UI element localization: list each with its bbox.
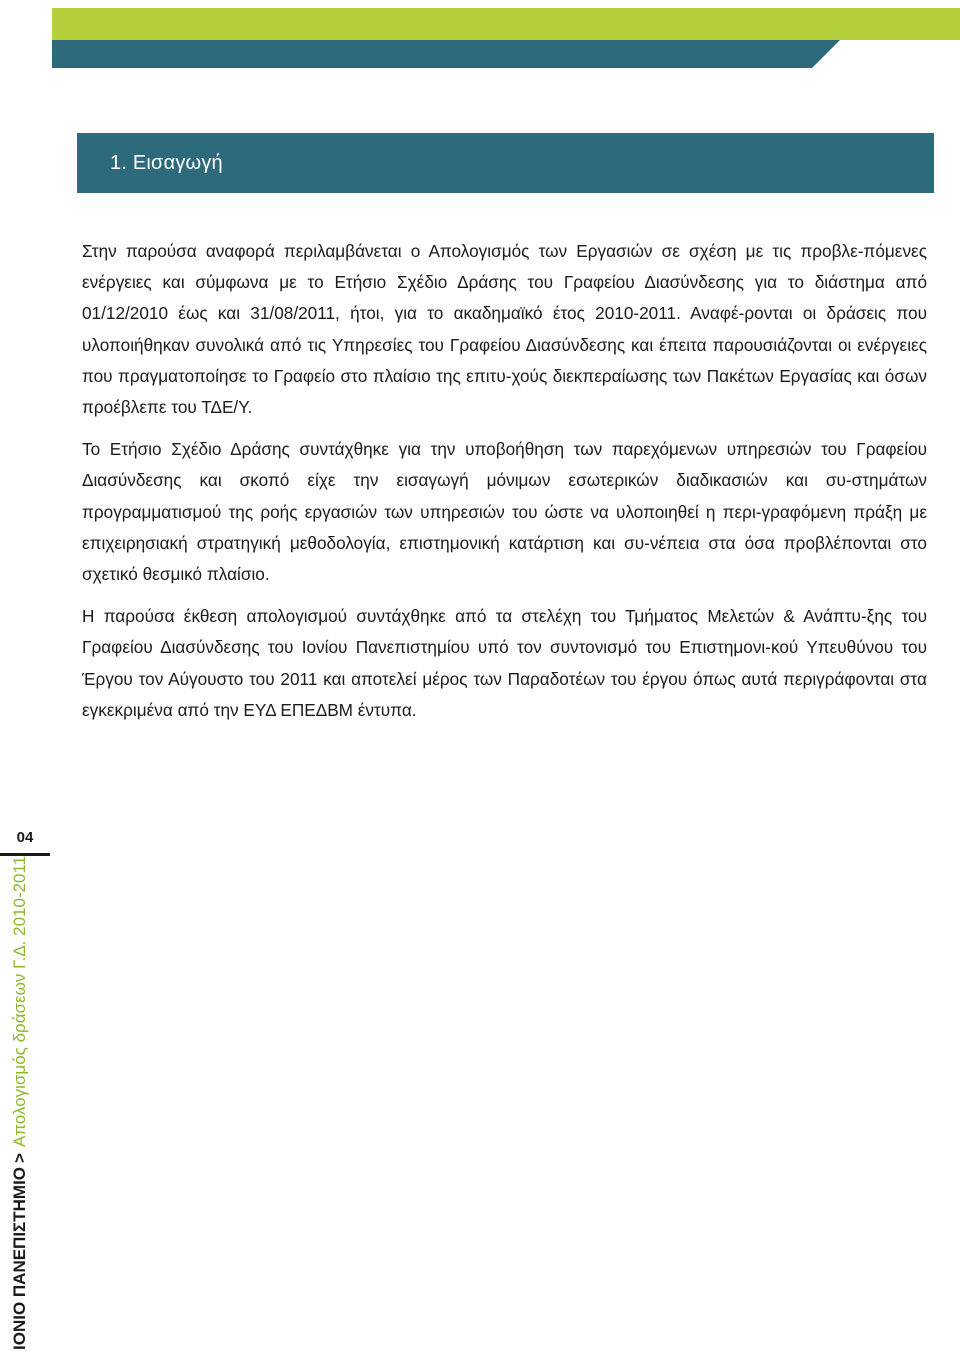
body-content (82, 236, 927, 737)
section-title: 1. Εισαγωγή (110, 151, 223, 174)
vertical-sidebar-label (10, 856, 30, 1350)
header-banner (52, 8, 960, 68)
paragraph-report-authors: Η παρούσα έκθεση απολογισμού συντάχθηκε από τα στελέχη του Τμήματος Μελετών & Ανάπτυ-ξης του Γραφείου Διασύνδεσης του Ιονίου Πανεπιστημίου υπό τον συντονισμό του Επιστημονι-κού Υπευθύνου του Έργου τον Αύγουστο του 2011 και αποτελεί μέρος των Παραδοτέων του έργου όπως αυτά περιγράφονται στα εγκεκριμένα από την ΕΥΔ ΕΠΕΔΒΜ έντυπα. (82, 606, 927, 720)
header-green-stripe (52, 8, 960, 40)
section-header-bar (77, 133, 934, 193)
paragraph-action-plan: Το Ετήσιο Σχέδιο Δράσης συντάχθηκε για την υποβοήθηση των παρεχόμενων υπηρεσιών του Γραφείου Διασύνδεσης και σκοπό είχε την εισαγωγή μόνιμων εσωτερικών διαδικασιών και συ-στημάτων προγραμματισμού της ροής εργασιών των υπηρεσιών του ώστε να υλοποιηθεί η περι-γραφόμενη πράξη με επιχειρησιακή στρατηγική μεθοδολογία, επιστημονική κατάρτιση και συ-νέπεια στα όσα προβλέπονται στο σχετικό θεσμικό πλαίσιο. (82, 439, 927, 585)
sidebar-document-title: Απολογισμός δράσεων Γ.Δ. 2010-2011 (10, 855, 29, 1148)
sidebar-separator: > (10, 1153, 29, 1163)
sidebar-organization: ΙΟΝΙΟ ΠΑΝΕΠΙΣΤΗΜΙΟ (10, 1166, 29, 1350)
header-banner-graphic (52, 8, 960, 68)
header-teal-stripe (52, 40, 840, 68)
page-number: 04 (16, 829, 34, 846)
paragraph-intro: Στην παρούσα αναφορά περιλαμβάνεται ο Απολογισμός των Εργασιών σε σχέση με τις προβλε-πόμενες ενέργειες και σύμφωνα με το Ετήσιο Σχέδιο Δράσης του Γραφείου Διασύνδεσης για το διάστημα από 01/12/2010 έως και 31/08/2011, ήτοι, για το ακαδημαϊκό έτος 2010-2011. Αναφέ-ρονται οι δράσεις που υλοποιήθηκαν συνολικά από τις Υπηρεσίες του Γραφείου Διασύνδεσης και έπειτα παρουσιάζονται οι ενέργειες που πραγματοποίησε το Γραφείο στο πλαίσιο της επιτυ-χούς διεκπεραίωσης των Πακέτων Εργασίας και όσων προέβλεπε του ΤΔΕ/Υ. (82, 241, 927, 418)
